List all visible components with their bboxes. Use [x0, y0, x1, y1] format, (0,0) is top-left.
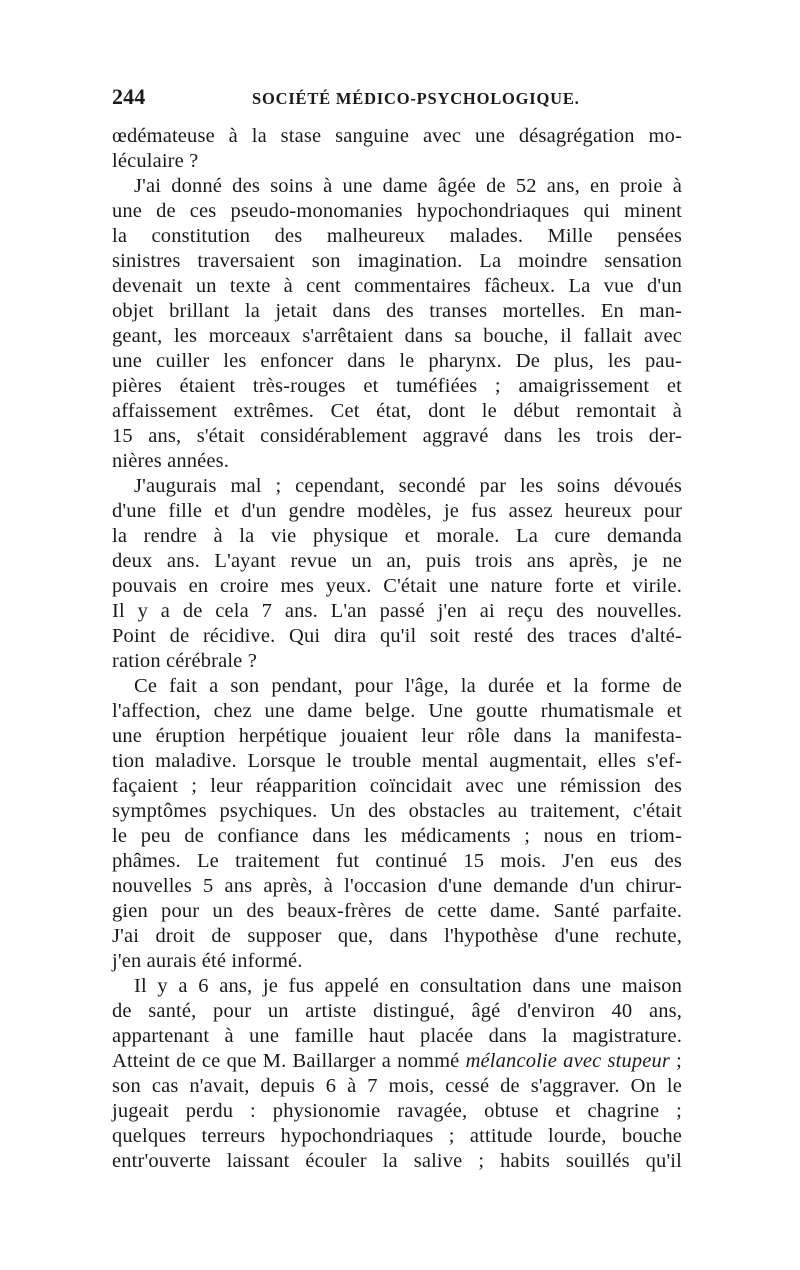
- text-line-content: Atteint de ce que M. Baillarger a nommé: [112, 1050, 460, 1072]
- text-line: [112, 799, 682, 824]
- text-line-content: de santé, pour un artiste distingué, âgé d'environ 40 ans,: [112, 1000, 682, 1022]
- text-line-content: pières étaient très-rouges et tuméfiées ; amaigrissement et: [112, 375, 682, 397]
- text-line-content: entr'ouverte laissant écouler la salive ; habits souillés qu'il: [112, 1150, 682, 1172]
- text-line: [112, 624, 682, 649]
- text-line-content: phâmes. Le traitement fut continué 15 mois. J'en eus des: [112, 850, 682, 872]
- text-line: [112, 974, 682, 999]
- text-line: [112, 949, 682, 974]
- text-line-content: la rendre à la vie physique et morale. La cure demanda: [112, 525, 682, 547]
- text-line-content: pouvais en croire mes yeux. C'était une nature forte et virile.: [112, 575, 682, 597]
- text-line: [112, 424, 682, 449]
- text-line-content: nouvelles 5 ans après, à l'occasion d'une demande d'un chirur-: [112, 875, 682, 897]
- text-line: [112, 249, 682, 274]
- text-line: [112, 149, 682, 174]
- text-line-content: une cuiller les enfoncer dans le pharynx. De plus, les pau-: [112, 350, 682, 372]
- text-line-content: d'une fille et d'un gendre modèles, je fus assez heureux pour: [112, 500, 682, 522]
- text-line-content: ration cérébrale ?: [112, 650, 257, 672]
- text-line: [112, 349, 682, 374]
- text-line-content: deux ans. L'ayant revue un an, puis trois ans après, je ne: [112, 550, 682, 572]
- text-line: [112, 299, 682, 324]
- text-line-content: j'en aurais été informé.: [112, 950, 303, 972]
- body-text: [112, 124, 682, 1174]
- text-line: [112, 374, 682, 399]
- text-line: [112, 524, 682, 549]
- text-line: [112, 674, 682, 699]
- text-line: [112, 849, 682, 874]
- text-line: [112, 324, 682, 349]
- text-line: [112, 924, 682, 949]
- text-line-tail: ;: [670, 1050, 683, 1072]
- text-line: [112, 824, 682, 849]
- text-line-content: J'ai droit de supposer que, dans l'hypothèse d'une rechute,: [112, 925, 682, 947]
- text-line-content: Ce fait a son pendant, pour l'âge, la durée et la forme de: [134, 675, 682, 697]
- running-head-title: SOCIÉTÉ MÉDICO-PSYCHOLOGIQUE.: [252, 89, 580, 108]
- text-line: [112, 1124, 682, 1149]
- text-line: [112, 1049, 682, 1074]
- text-line-content: façaient ; leur réapparition coïncidait avec une rémission des: [112, 775, 682, 797]
- text-line: [112, 399, 682, 424]
- text-line: [112, 1149, 682, 1174]
- text-line: [112, 649, 682, 674]
- text-line: [112, 699, 682, 724]
- text-line-content: affaissement extrêmes. Cet état, dont le début remontait à: [112, 400, 682, 422]
- text-line-content: l'affection, chez une dame belge. Une goutte rhumatismale et: [112, 700, 682, 722]
- text-line: [112, 749, 682, 774]
- running-head: [112, 84, 682, 118]
- text-line-content: son cas n'avait, depuis 6 à 7 mois, cessé de s'aggraver. On le: [112, 1075, 682, 1097]
- text-line: [112, 1074, 682, 1099]
- text-line-content: jugeait perdu : physionomie ravagée, obtuse et chagrine ;: [112, 1100, 682, 1122]
- text-line: [112, 899, 682, 924]
- text-line-content: objet brillant la jetait dans des transes mortelles. En man-: [112, 300, 682, 322]
- text-line: [112, 874, 682, 899]
- text-line-content: 15 ans, s'était considérablement aggravé dans les trois der-: [112, 425, 682, 447]
- text-line: [112, 1099, 682, 1124]
- text-line: [112, 124, 682, 149]
- text-line: [112, 474, 682, 499]
- text-line: [112, 999, 682, 1024]
- text-line-content: une de ces pseudo-monomanies hypochondriaques qui minent: [112, 200, 682, 222]
- text-line-content: gien pour un des beaux-frères de cette dame. Santé parfaite.: [112, 900, 682, 922]
- text-line: [112, 499, 682, 524]
- text-line-content: J'augurais mal ; cependant, secondé par les soins dévoués: [134, 475, 682, 497]
- text-line: [112, 549, 682, 574]
- page-number: 244: [112, 84, 146, 109]
- text-line: [112, 1024, 682, 1049]
- text-line-content: appartenant à une famille haut placée dans la magistrature.: [112, 1025, 682, 1047]
- text-line-content: la constitution des malheureux malades. Mille pensées: [112, 225, 682, 247]
- text-line: [112, 174, 682, 199]
- text-line-content: Point de récidive. Qui dira qu'il soit resté des traces d'alté-: [112, 625, 682, 647]
- text-line: [112, 724, 682, 749]
- text-line-content: J'ai donné des soins à une dame âgée de 52 ans, en proie à: [134, 175, 682, 197]
- text-line: [112, 449, 682, 474]
- text-line-content: nières années.: [112, 450, 230, 472]
- text-line-content: devenait un texte à cent commentaires fâcheux. La vue d'un: [112, 275, 682, 297]
- text-line-content: œdémateuse à la stase sanguine avec une désagrégation mo-: [112, 125, 682, 147]
- text-line: [112, 774, 682, 799]
- text-line: [112, 274, 682, 299]
- text-line-content: symptômes psychiques. Un des obstacles au traitement, c'était: [112, 800, 682, 822]
- text-line-content: sinistres traversaient son imagination. La moindre sensation: [112, 250, 682, 272]
- text-line-content: quelques terreurs hypochondriaques ; attitude lourde, bouche: [112, 1125, 682, 1147]
- text-line-content: léculaire ?: [112, 150, 199, 172]
- text-line-content: une éruption herpétique jouaient leur rôle dans la manifesta-: [112, 725, 682, 747]
- text-line: [112, 199, 682, 224]
- text-line-content: le peu de confiance dans les médicaments ; nous en triom-: [112, 825, 682, 847]
- text-line-content: Il y a 6 ans, je fus appelé en consultation dans une maison: [134, 975, 682, 997]
- text-line-content: Il y a de cela 7 ans. L'an passé j'en ai reçu des nouvelles.: [112, 600, 682, 622]
- italic-term: mélancolie avec stupeur: [465, 1050, 671, 1072]
- text-line: [112, 599, 682, 624]
- text-line-content: tion maladive. Lorsque le trouble mental augmentait, elles s'ef-: [112, 750, 682, 772]
- text-line-content: geant, les morceaux s'arrêtaient dans sa bouche, il fallait avec: [112, 325, 682, 347]
- text-line: [112, 224, 682, 249]
- book-page: [112, 84, 682, 1174]
- text-line: [112, 574, 682, 599]
